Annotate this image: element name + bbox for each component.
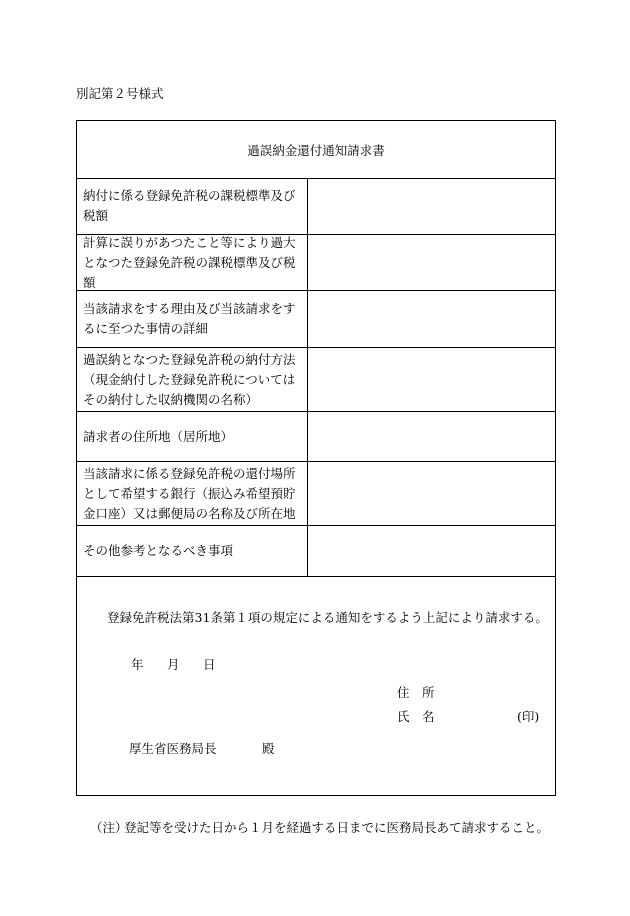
form-row [77, 348, 555, 412]
row-label: その他参考となるべき事項 [77, 526, 308, 576]
form-row [77, 235, 555, 291]
note-text: 登記等を受けた日から１月を経過する日までに医務局長あて請求すること。 [124, 820, 550, 835]
form-title: 過誤納金還付通知請求書 [247, 142, 385, 158]
row-label: 請求者の住所地（居所地） [77, 412, 308, 461]
form-row [77, 526, 555, 577]
row-value-field[interactable] [308, 526, 555, 576]
seal-mark: (印) [517, 709, 540, 724]
name-label: 氏 名 [397, 709, 435, 724]
row-label: 納付に係る登録免許税の課税標準及び税額 [77, 178, 308, 234]
note-mark: （注） [90, 820, 128, 835]
address-label: 住 所 [397, 685, 435, 700]
row-label: 計算に誤りがあつたこと等により過大となつた登録免許税の課税標準及び税額 [77, 235, 308, 290]
date-month: 月 [167, 657, 180, 672]
form-title-row [77, 121, 555, 179]
row-value-field[interactable] [308, 462, 555, 525]
form-row [77, 291, 555, 348]
addressee: 厚生省医務局長 [129, 741, 217, 756]
row-value-field[interactable] [308, 235, 555, 290]
row-label: 当該請求に係る登録免許税の還付場所として希望する銀行（振込み希望預貯金口座）又は郵便局の名称及び所在地 [77, 462, 308, 525]
row-value-field[interactable] [308, 412, 555, 461]
date-day: 日 [203, 657, 216, 672]
request-statement: 登録免許税法第31条第１項の規定による通知をするよう上記により請求する。 [107, 610, 548, 625]
request-form [76, 120, 556, 796]
row-value-field[interactable] [308, 348, 555, 411]
form-row [77, 462, 555, 526]
row-label: 過誤納となつた登録免許税の納付方法（現金納付した登録免許税についてはその納付した収納機関の名称） [77, 348, 308, 411]
date-year: 年 [131, 657, 144, 672]
form-label: 別記第２号様式 [76, 86, 164, 101]
row-value-field[interactable] [308, 178, 555, 234]
form-row [77, 412, 555, 462]
form-row [77, 178, 555, 235]
row-label: 当該請求をする理由及び当該請求をするに至つた事情の詳細 [77, 291, 308, 347]
row-value-field[interactable] [308, 291, 555, 347]
honorific: 殿 [262, 741, 275, 756]
